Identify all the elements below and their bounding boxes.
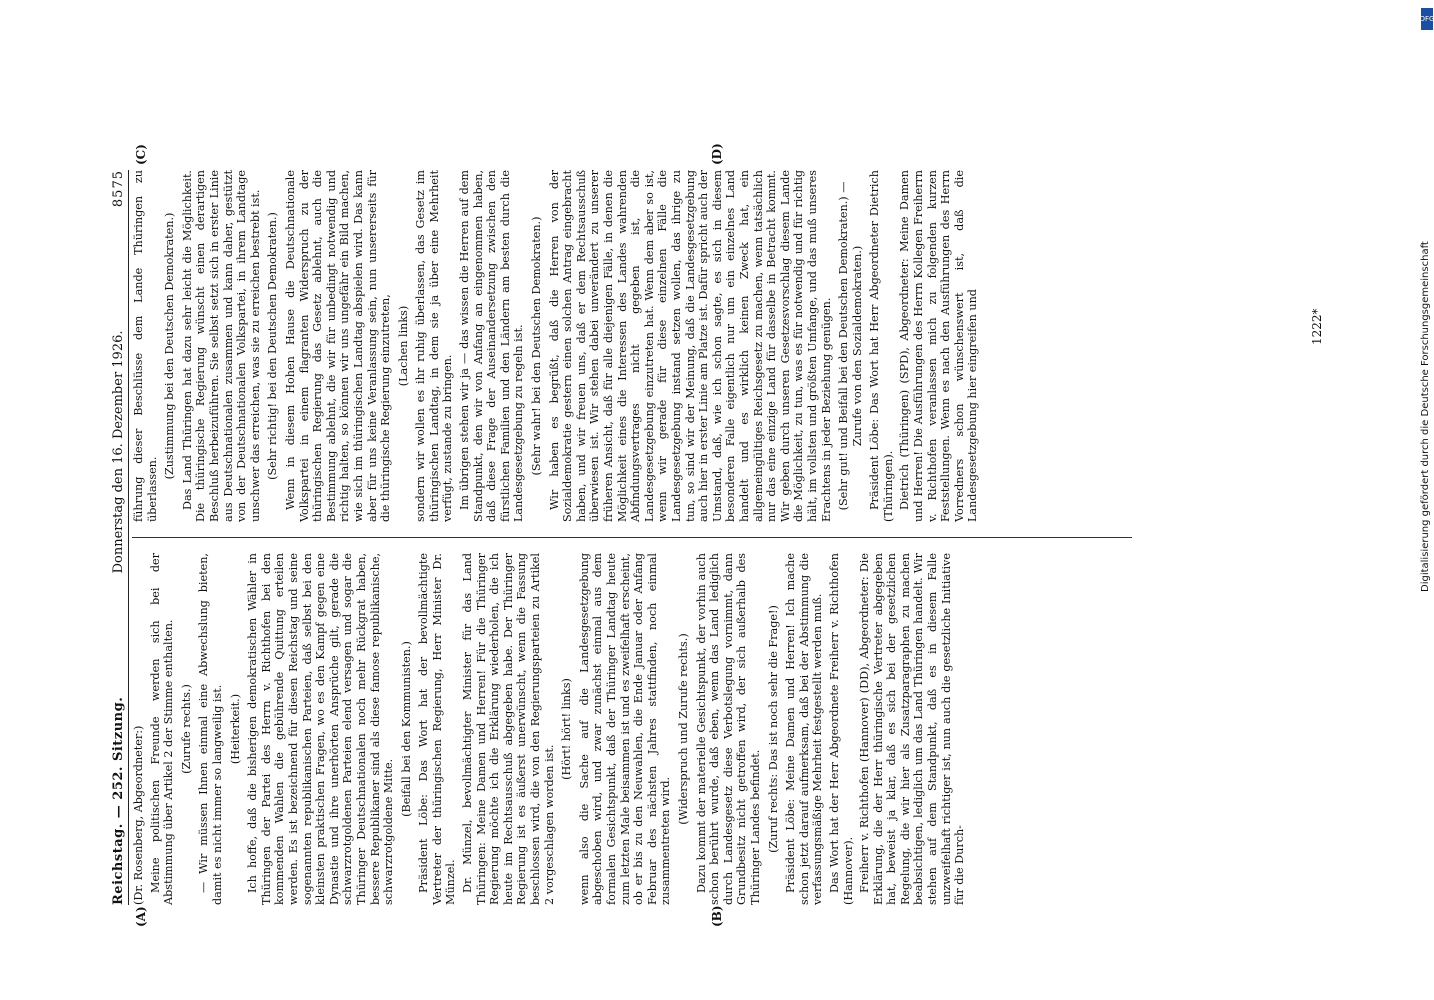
paragraph: Dr. Münzel, bevollmächtigter Minister für das Land Thüringen: Meine Damen und Herren! Für die Thüringer Regierung möchte ich die Erklärung wiederholen, die ich heute im Rechtsausschuß abgegeben habe. Der Thüringer Regierung ist es äußerst unerwünscht, wenn die Fassung beschlossen wird, die von den Regierungsparteien zu Artikel 2 vorgeschlagen worden ist. (461, 553, 556, 905)
interjection: (Widerspruch und Zurufe rechts.) (676, 633, 690, 825)
paragraph: Das Land Thüringen hat dazu sehr leicht die Möglichkeit. Die thüringische Regierung wünscht einen derartigen Beschluß herbeizuführen. Sie selbst setzt sich in erster Linie aus Deutschnationalen zusammen und kann daher, gestützt von der Deutschnationalen Volkspartei, in ihrem Landtage unschwer das erreichen, was sie zu erreichen bestrebt ist. (180, 170, 262, 522)
paragraph: Ich hoffe, daß die bisherigen demokratischen Wähler in Thüringen der Partei des Herrn v. Richthofen bei den kommenden Wahlen die gebührende Quittung erteilen werden. Es ist bezeichnend für diesen Reichstag und seine sogenannten republikanischen Parteien, daß selbst bei den kleinsten praktischen Fragen, wo es den Kampf gegen eine Dynastie und ihre unerhörten Ansprüche gilt, gerade die schwarzrotgoldenen Parteien elend versagen und sogar die Thüringer Deutschnationalen noch mehr Rückgrat haben, bessere Republikaner sind als diese famose republikanische, schwarzrotgoldene Mitte. (246, 553, 396, 905)
interjection: (Sehr richtig! bei den Deutschen Demokraten.) (266, 212, 280, 480)
interjection: (Heiterkeit.) (228, 693, 242, 765)
margin-mark-c: (C) (134, 144, 148, 165)
paragraph: Präsident Löbe: Das Wort hat Herr Abgeordneter Dietrich (Thüringen). (868, 170, 895, 522)
interjection: (Zurufe rechts.) (179, 684, 193, 774)
signature-mark: 1222* (1310, 308, 1324, 345)
header-date: Donnerstag den 16. Dezember 1926. (111, 330, 126, 574)
margin-mark-a: (A) (134, 906, 148, 927)
paragraph: Wir haben es begrüßt, daß die Herren von der Sozialdemokratie gestern einen solchen Antrag eingebracht haben, und wir freuen uns, daß er dem Rechtsausschuß überwiesen ist. Wir stehen dabei unverändert zu unserer früheren Ansicht, daß für alle diejenigen Fälle, in denen die Möglichkeit eines die Interessen des Landes wahrenden Abfindungsvertrages nicht gegeben ist, die Landesgesetzgebung einzutreten hat. Wenn dem aber so ist, wenn wir gerade für diese einzelnen Fälle die Landesgesetzgebung instand setzen wollen, das ihrige zu tun, so sind wir der Meinung, daß die Landesgesetzgebung auch hier in erster Linie am Platze ist. Dafür spricht auch der Umstand, daß, wie ich schon sagte, es sich in diesem besonderen Falle eigentlich nur um ein einzelnes Land handelt und es wirklich keinen Zweck hat, ein allgemeingültiges Reichsgesetz zu machen, wenn tatsächlich nur das eine einzige Land für dasselbe in Betracht kommt. Wir geben durch unseren Gesetzesvorschlag diesem Lande die Möglichkeit, zu tun, was es für notwendig und für richtig hält, im vollsten und größten Umfange, und das muß unseres Erachtens in jeder Beziehung genügen. (547, 170, 833, 522)
interjection: (Sehr wahr! bei den Deutschen Demokraten.) (530, 216, 544, 476)
paragraph: — Wir müssen Ihnen einmal eine Abwechslung bieten, damit es nicht immer so langweilig ist. (197, 553, 224, 905)
margin-mark-d: (D) (710, 143, 724, 165)
right-column (132, 170, 983, 522)
page-number: 8575 (111, 170, 126, 208)
page-header (100, 170, 129, 905)
paragraph: wenn also die Sache auf die Landesgesetzgebung abgeschoben wird, und zwar zunächst einmal aus dem formalen Gesichtspunkt, daß der Thüringer Landtag heute zum letzten Male beisammen ist und es zweifelhaft erscheint, ob er bis zu den Neuwahlen, die Ende Januar oder Anfang Februar des nächsten Jahres stattfinden, noch einmal zusammentreten wird. (577, 553, 673, 905)
paragraph: Meine politischen Freunde werden sich bei der Abstimmung über Artikel 2 der Stimme enthalten. (148, 553, 176, 905)
paragraph: Das Wort hat der Herr Abgeordnete Freiherr v. Richthofen (Hannover). (827, 553, 855, 905)
paragraph: führung dieser Beschlüsse dem Lande Thüringen zu überlassen. (132, 170, 159, 522)
column-divider (132, 537, 1132, 538)
dfg-credit-text: Digitalisierung gefördert durch die Deutsche Forschungsgemeinschaft (1420, 241, 1431, 592)
interjection: (Lachen links) (396, 305, 410, 387)
left-column (132, 553, 970, 905)
paragraph: Dazu kommt der materielle Gesichtspunkt, der vorhin auch schon berührt wurde, daß eben, wenn das Land lediglich durch Landesgesetz diese Verbotslegung vornimmt, dann Grundbesitz nicht getroffen wird, der sich außerhalb des Thüringer Landes befindet. (694, 553, 762, 905)
interjection: (Hört! hört! links) (560, 678, 574, 780)
paragraph: Dietrich (Thüringen) (SPD), Abgeordneter: Meine Damen und Herren! Die Ausführungen des Herrn Kollegen Freiherrn v. Richthofen veranlassen mich zu folgenden kurzen Feststellungen. Wenn es nach den Ausführungen des Herrn Vorredners schon wünschenswert ist, daß die Landesgesetzgebung hier eingreifen und (898, 170, 980, 522)
paragraph: Freiherr v. Richthofen (Hannover) (DD), Abgeordneter: Die Erklärung, die der Herr thüringische Vertreter abgegeben hat, beweist ja klar, daß es sich bei der gesetzlichen Regelung, die wir hier als Zusatzparagraphen zu machen beabsichtigen, lediglich um das Land Thüringen handelt. Wir stehen auf dem Standpunkt, daß es in diesem Falle unzweifelhaft richtiger ist, nun auch die gesetzliche Initiative für die Durch- (858, 553, 967, 905)
dfg-logo: DFG (1421, 8, 1433, 30)
paragraph: Präsident Löbe: Das Wort hat der bevollmächtigte Vertreter der thüringischen Regierung, Herr Minister Dr. Münzel. (417, 553, 458, 905)
paragraph: Präsident Löbe: Meine Damen und Herren! Ich mache schon jetzt darauf aufmerksam, daß bei der Abstimmung die verfassungsmäßige Mehrheit festgestellt werden muß. (784, 553, 825, 905)
margin-mark-b: (B) (710, 905, 724, 927)
page-content (100, 143, 1330, 927)
interjection: (Sehr gut! und Beifall bei den Deutschen Demokraten.) — Zurufe von den Sozialdemokraten.) (837, 181, 864, 511)
speaker-note: (Dr. Rosenberg, Abgeordneter:) (132, 725, 145, 905)
paragraph: Wenn in diesem Hohen Hause die Deutschnationale Volkspartei in einem flagranten Widerspruch zu der thüringischen Regierung das Gesetz ablehnt, auch die Bestimmung ablehnt, die wir für unbedingt notwendig und richtig halten, so können wir uns ungefähr ein Bild machen, wie sich im thüringischen Landtag abspielen wird. Das kann aber für uns keine Veranlassung sein, nun unsererseits für die thüringische Regierung einzutreten, (283, 170, 393, 522)
interjection: (Zustimmung bei den Deutschen Demokraten.) (163, 212, 177, 480)
header-left: Reichstag. — 252. Sitzung. (111, 696, 126, 905)
paragraph: Im übrigen stehen wir ja — das wissen die Herren auf dem Standpunkt, den wir von Anfang an eingenommen haben, daß diese Frage der Auseinandersetzung zwischen den fürstlichen Familien und den Ländern am besten durch die Landesgesetzgebung zu regeln ist. (458, 170, 526, 522)
paragraph: sondern wir wollen es ihr ruhig überlassen, das Gesetz im thüringischen Landtag, in dem sie ja über eine Mehrheit verfügt, zustande zu bringen. (414, 170, 455, 522)
interjection: (Beifall bei den Kommunisten.) (399, 641, 413, 817)
interjection: (Zuruf rechts: Das ist noch sehr die Frage!) (766, 605, 780, 853)
